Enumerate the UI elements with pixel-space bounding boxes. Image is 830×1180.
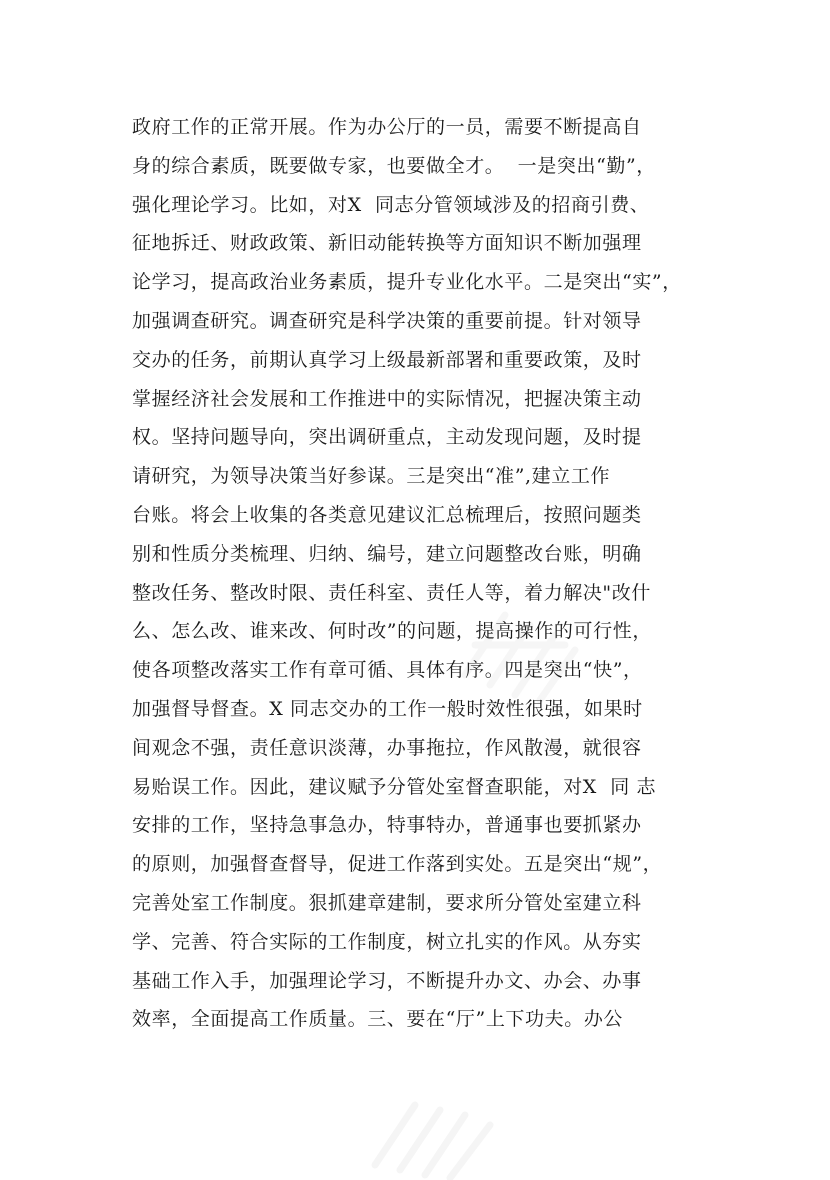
- text-line-9: 权。坚持问题导向，突出调研重点，主动发现问题，及时提: [132, 426, 642, 449]
- text-line-6: 加强调查研究。调查研究是科学决策的重要前提。针对领导: [132, 309, 642, 332]
- body-text: [132, 108, 712, 1039]
- text-line-24: 效率，全面提高工作质量。三、要在“厅”上下功夫。办公: [132, 1008, 624, 1031]
- text-line-2: 身的综合素质，既要做专家，也要做全才。 一是突出“勤”，: [132, 154, 656, 177]
- watermark-mark-bottom: [360, 1070, 510, 1180]
- text-line-18: 易贻误工作。因此，建议赋予分管处室督查职能，对X 同 志: [132, 775, 657, 798]
- text-line-1: 政府工作的正常开展。作为办公厅的一员，需要不断提高自: [132, 116, 642, 138]
- text-line-23: 基础工作入手，加强理论学习，不断提升办文、办会、办事: [132, 969, 642, 992]
- text-line-14: 么、怎么改、谁来改、何时改”的问题，提高操作的可行性，: [132, 620, 652, 643]
- text-line-20: 的原则，加强督查督导，促进工作落到实处。五是突出“规”，: [132, 853, 663, 876]
- text-line-3: 强化理论学习。比如，对X 同志分管领域涉及的招商引费、: [132, 193, 650, 216]
- text-line-8: 掌握经济社会发展和工作推进中的实际情况，把握决策主动: [132, 387, 642, 410]
- text-line-19: 安排的工作，坚持急事急办，特事特办，普通事也要抓紧办: [132, 814, 642, 837]
- text-line-5: 论学习，提高政治业务素质，提升专业化水平。二是突出“实”，: [132, 271, 682, 294]
- text-line-16: 加强督导督查。X 同志交办的工作一般时效性很强，如果时: [132, 697, 643, 720]
- text-line-21: 完善处室工作制度。狠抓建章建制，要求所分管处室建立科: [132, 891, 642, 914]
- text-line-22: 学、完善、符合实际的工作制度，树立扎实的作风。从夯实: [132, 930, 642, 953]
- text-line-11: 台账。将会上收集的各类意见建议汇总梳理后，按照问题类: [132, 503, 642, 526]
- text-line-17: 间观念不强，责任意识淡薄，办事拖拉，作风散漫，就很容: [132, 736, 642, 759]
- text-line-10: 请研究，为领导决策当好参谋。三是突出“准”,建立工作: [132, 465, 611, 488]
- text-line-15: 使各项整改落实工作有章可循、具体有序。四是突出“快”，: [132, 659, 643, 682]
- text-line-4: 征地拆迁、财政政策、新旧动能转换等方面知识不断加强理: [132, 232, 642, 255]
- text-line-12: 别和性质分类梳理、归纳、编号，建立问题整改台账，明确: [132, 542, 642, 565]
- text-line-7: 交办的任务，前期认真学习上级最新部署和重要政策，及时: [132, 348, 642, 371]
- text-line-13: 整改任务、整改时限、责任科室、责任人等，着力解决"改什: [132, 581, 651, 604]
